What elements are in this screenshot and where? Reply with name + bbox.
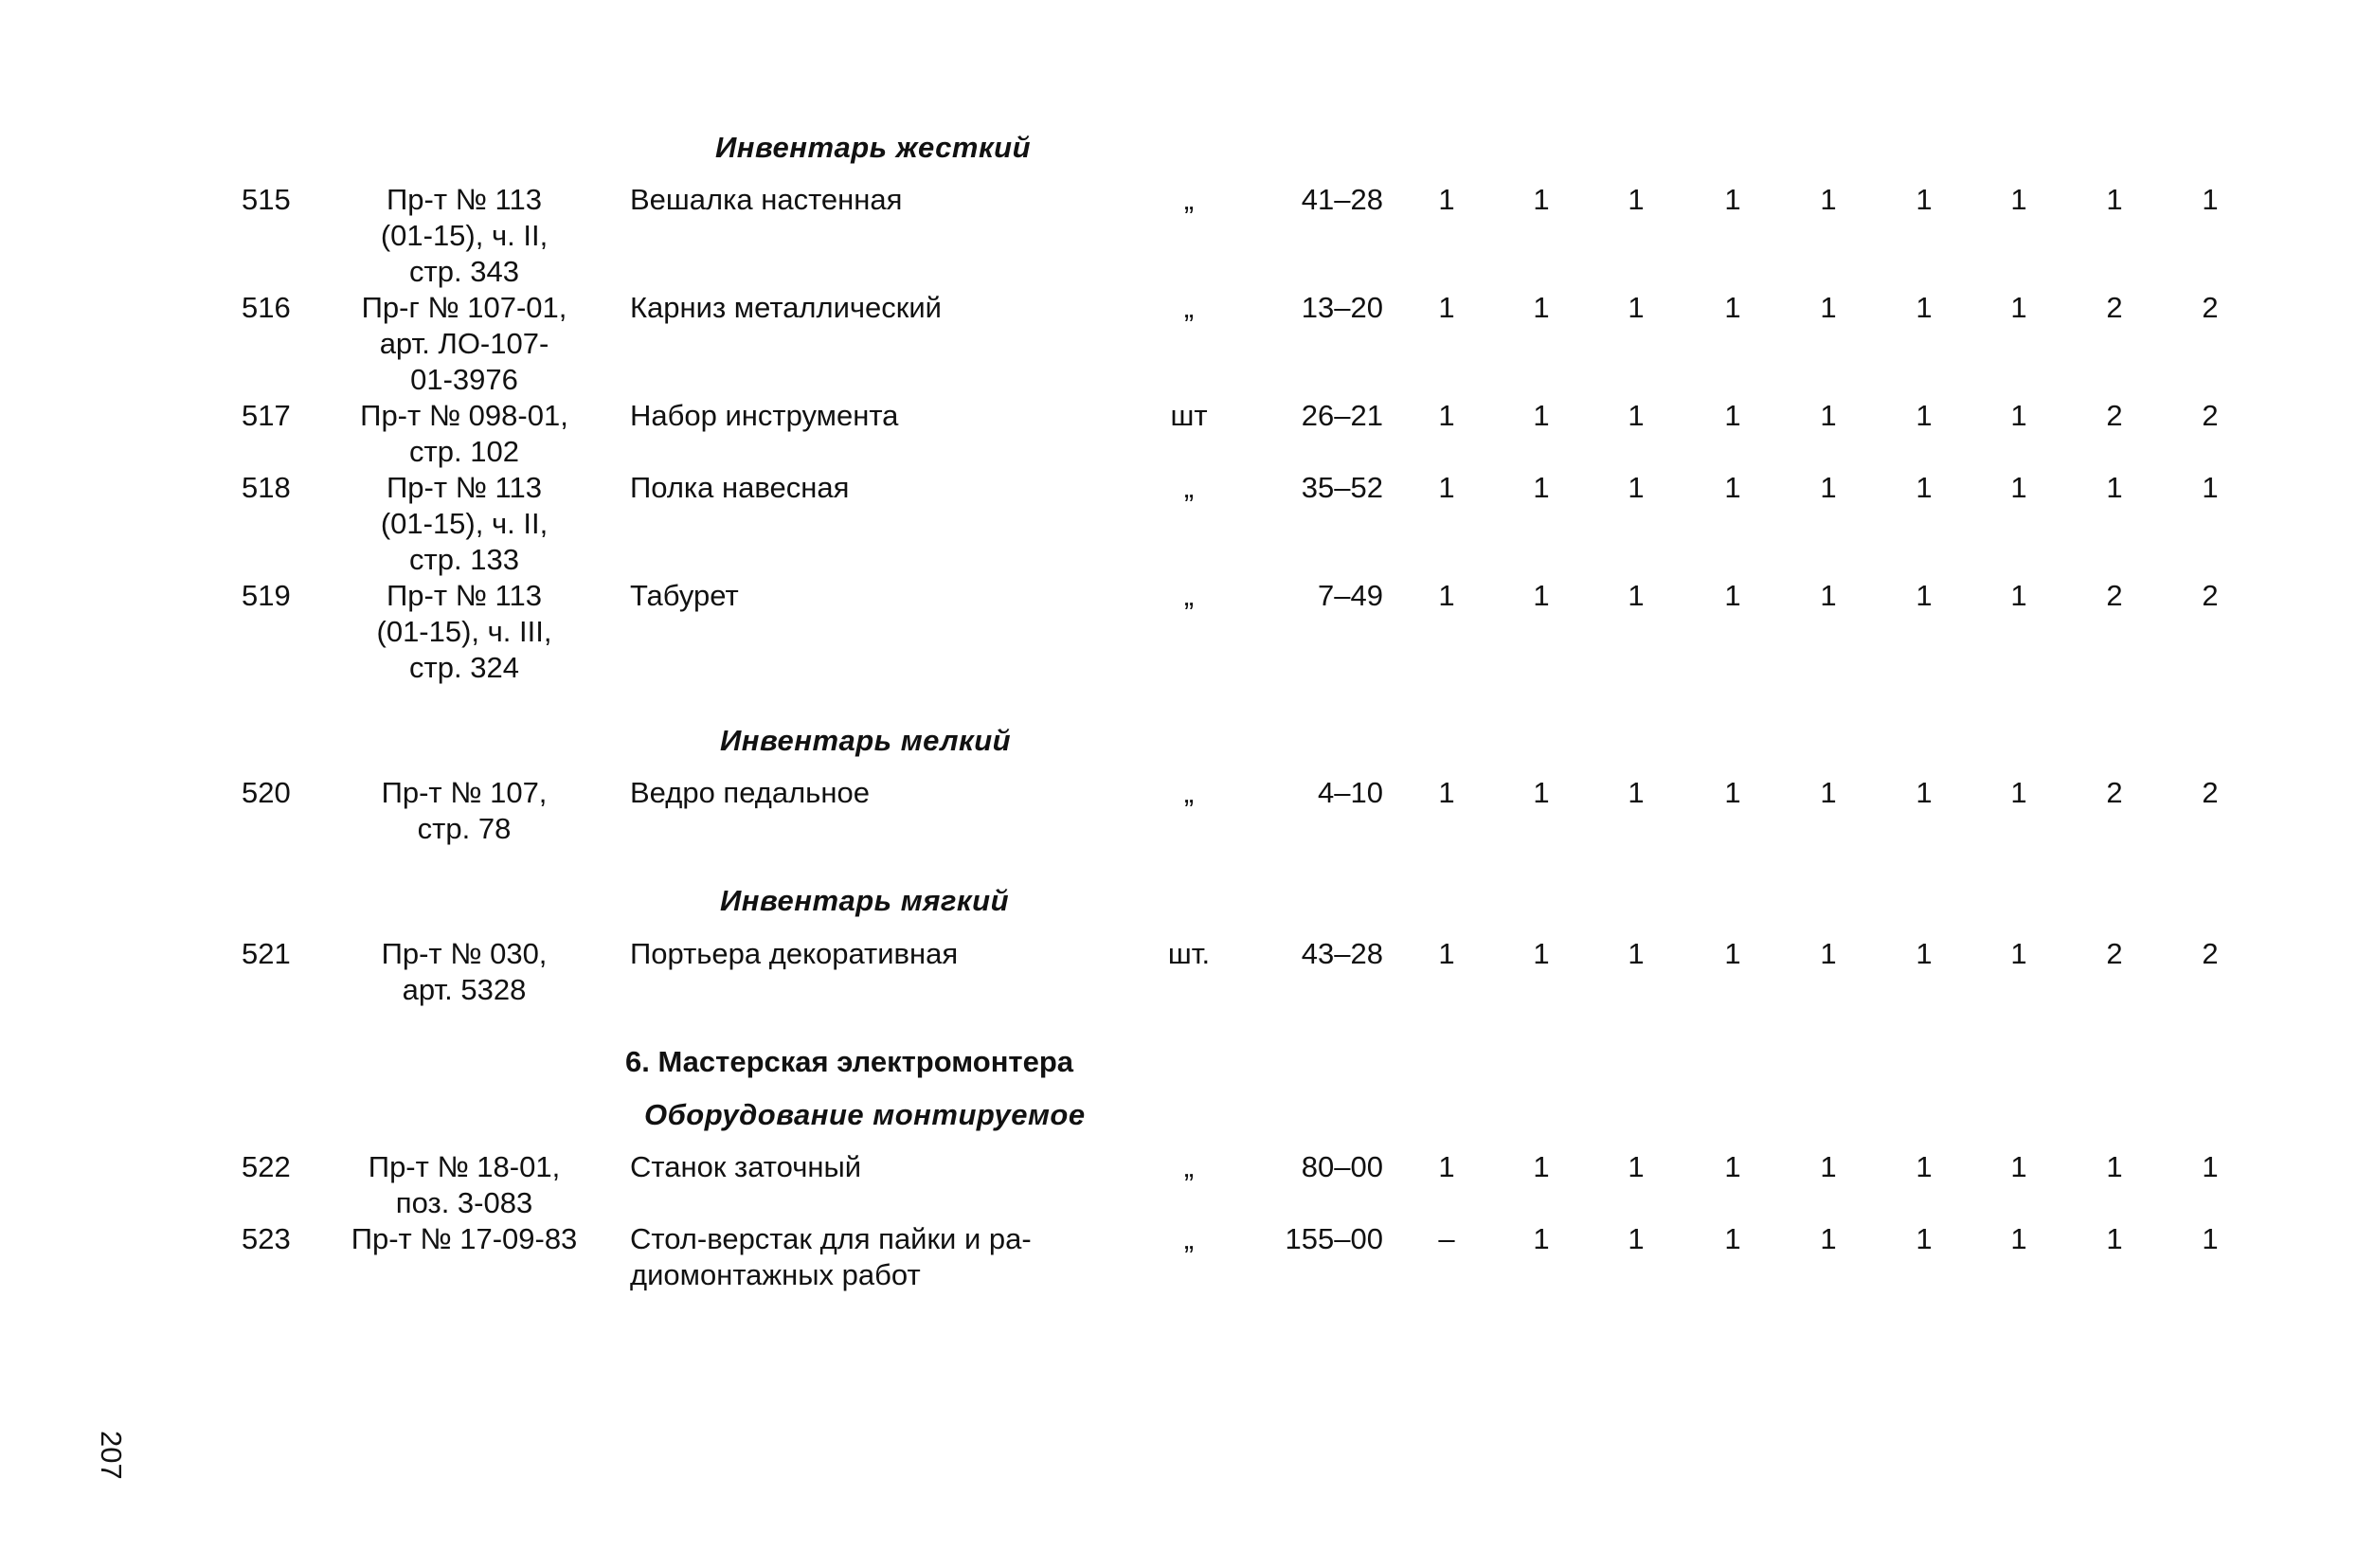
- row-qty: 1: [1533, 579, 1550, 612]
- row-qty: 2: [2202, 776, 2219, 809]
- row-unit: „: [1183, 1150, 1195, 1183]
- row-price: 43–28: [1301, 937, 1383, 970]
- row-qty: 1: [2106, 471, 2123, 504]
- row-unit: „: [1183, 776, 1195, 809]
- row-qty: 2: [2202, 291, 2219, 324]
- row-qty: 1: [1724, 1150, 1741, 1183]
- page-number: 207: [95, 1431, 128, 1480]
- row-qty: 1: [2010, 776, 2027, 809]
- row-item-name: Полка навесная: [630, 471, 850, 504]
- row-qty: 1: [2106, 1222, 2123, 1255]
- row-price: 4–10: [1318, 776, 1383, 809]
- row-qty: 2: [2202, 399, 2219, 432]
- row-qty: 1: [1724, 579, 1741, 612]
- row-unit: „: [1183, 183, 1195, 216]
- row-reference: Пр-т № 098-01, стр. 102: [360, 399, 568, 468]
- section-title-soft-inventory: Инвентарь мягкий: [720, 884, 1010, 917]
- row-qty: 1: [1820, 183, 1837, 216]
- row-qty: 1: [1533, 471, 1550, 504]
- row-qty: 1: [1724, 183, 1741, 216]
- row-qty: 1: [1916, 471, 1933, 504]
- row-qty: 2: [2106, 291, 2123, 324]
- row-qty: 1: [2106, 183, 2123, 216]
- row-number: 516: [242, 291, 291, 324]
- row-qty: 1: [2010, 471, 2027, 504]
- row-reference: Пр-г № 107-01, арт. ЛО-107- 01-3976: [361, 291, 567, 396]
- row-reference: Пр-т № 113 (01-15), ч. II, стр. 133: [380, 471, 549, 576]
- row-qty: 1: [1820, 291, 1837, 324]
- row-qty: 1: [1724, 471, 1741, 504]
- row-qty: 1: [1533, 183, 1550, 216]
- row-price: 26–21: [1301, 399, 1383, 432]
- row-qty: 1: [1628, 471, 1645, 504]
- row-qty: 1: [1724, 1222, 1741, 1255]
- row-qty: –: [1438, 1222, 1455, 1255]
- row-qty: 1: [1438, 937, 1455, 970]
- row-qty: 1: [1916, 776, 1933, 809]
- row-qty: 1: [1916, 579, 1933, 612]
- row-reference: Пр-т № 113 (01-15), ч. III, стр. 324: [376, 579, 552, 684]
- row-unit: „: [1183, 471, 1195, 504]
- row-qty: 1: [1916, 1222, 1933, 1255]
- row-unit: „: [1183, 291, 1195, 324]
- row-number: 523: [242, 1222, 291, 1255]
- row-number: 517: [242, 399, 291, 432]
- section-title-small-inventory: Инвентарь мелкий: [720, 724, 1012, 757]
- row-item-name: Стол-верстак для пайки и ра- диомонтажных работ: [630, 1222, 1032, 1291]
- row-number: 515: [242, 183, 291, 216]
- row-reference: Пр-т № 18-01, поз. 3-083: [368, 1150, 561, 1219]
- row-price: 7–49: [1318, 579, 1383, 612]
- row-qty: 1: [2010, 1222, 2027, 1255]
- row-qty: 1: [1820, 399, 1837, 432]
- chapter-title: 6. Мастерская электромонтера: [625, 1045, 1074, 1078]
- row-price: 13–20: [1301, 291, 1383, 324]
- row-qty: 1: [1628, 1222, 1645, 1255]
- row-price: 155–00: [1285, 1222, 1383, 1255]
- row-unit: шт.: [1167, 937, 1211, 970]
- row-qty: 1: [1533, 776, 1550, 809]
- row-qty: 1: [1533, 399, 1550, 432]
- row-qty: 1: [1916, 1150, 1933, 1183]
- row-qty: 1: [1820, 1150, 1837, 1183]
- row-qty: 1: [2010, 291, 2027, 324]
- row-item-name: Набор инструмента: [630, 399, 899, 432]
- row-qty: 1: [1438, 471, 1455, 504]
- row-qty: 1: [2202, 183, 2219, 216]
- row-qty: 1: [1820, 471, 1837, 504]
- row-qty: 1: [1724, 937, 1741, 970]
- row-qty: 1: [1438, 399, 1455, 432]
- row-qty: 1: [2106, 1150, 2123, 1183]
- row-item-name: Портьера декоративная: [630, 937, 959, 970]
- row-qty: 1: [1533, 291, 1550, 324]
- row-qty: 1: [1724, 291, 1741, 324]
- row-unit: шт: [1170, 399, 1208, 432]
- row-qty: 2: [2106, 579, 2123, 612]
- row-qty: 1: [1916, 183, 1933, 216]
- row-qty: 1: [1628, 579, 1645, 612]
- row-reference: Пр-т № 107, стр. 78: [381, 776, 548, 845]
- row-number: 521: [242, 937, 291, 970]
- row-qty: 1: [2010, 579, 2027, 612]
- row-qty: 1: [1916, 399, 1933, 432]
- row-reference: Пр-т № 113 (01-15), ч. II, стр. 343: [380, 183, 549, 288]
- row-unit: „: [1183, 579, 1195, 612]
- row-qty: 1: [1628, 1150, 1645, 1183]
- row-qty: 1: [1628, 183, 1645, 216]
- row-item-name: Карниз металлический: [630, 291, 942, 324]
- row-qty: 1: [2010, 937, 2027, 970]
- row-qty: 1: [2010, 183, 2027, 216]
- row-item-name: Ведро педальное: [630, 776, 870, 809]
- row-qty: 1: [1916, 937, 1933, 970]
- row-number: 520: [242, 776, 291, 809]
- row-number: 522: [242, 1150, 291, 1183]
- row-qty: 1: [1628, 776, 1645, 809]
- row-item-name: Вешалка настенная: [630, 183, 903, 216]
- row-number: 519: [242, 579, 291, 612]
- row-qty: 1: [2202, 471, 2219, 504]
- row-number: 518: [242, 471, 291, 504]
- row-qty: 2: [2202, 937, 2219, 970]
- row-qty: 1: [1724, 776, 1741, 809]
- row-unit: „: [1183, 1222, 1195, 1255]
- row-price: 35–52: [1301, 471, 1383, 504]
- row-qty: 1: [1820, 579, 1837, 612]
- row-qty: 1: [1533, 1222, 1550, 1255]
- row-qty: 1: [1438, 1150, 1455, 1183]
- row-qty: 1: [2010, 399, 2027, 432]
- row-qty: 1: [1820, 1222, 1837, 1255]
- row-price: 80–00: [1301, 1150, 1383, 1183]
- row-qty: 1: [1916, 291, 1933, 324]
- row-qty: 1: [1628, 291, 1645, 324]
- row-qty: 1: [2202, 1150, 2219, 1183]
- chapter-subtitle: Оборудование монтируемое: [644, 1098, 1086, 1131]
- row-reference: Пр-т № 030, арт. 5328: [381, 937, 548, 1006]
- row-qty: 1: [1438, 776, 1455, 809]
- row-qty: 1: [1438, 579, 1455, 612]
- row-qty: 1: [1724, 399, 1741, 432]
- row-price: 41–28: [1301, 183, 1383, 216]
- row-qty: 1: [1628, 937, 1645, 970]
- row-reference: Пр-т № 17-09-83: [351, 1222, 578, 1255]
- row-qty: 1: [1820, 937, 1837, 970]
- row-qty: 1: [1533, 1150, 1550, 1183]
- row-qty: 2: [2106, 776, 2123, 809]
- row-item-name: Станок заточный: [630, 1150, 862, 1183]
- row-qty: 2: [2202, 579, 2219, 612]
- row-qty: 2: [2106, 399, 2123, 432]
- row-qty: 1: [1628, 399, 1645, 432]
- row-item-name: Табурет: [630, 579, 739, 612]
- row-qty: 1: [1820, 776, 1837, 809]
- row-qty: 2: [2106, 937, 2123, 970]
- row-qty: 1: [1533, 937, 1550, 970]
- row-qty: 1: [2202, 1222, 2219, 1255]
- section-title-rigid-inventory: Инвентарь жесткий: [715, 131, 1032, 164]
- row-qty: 1: [1438, 291, 1455, 324]
- row-qty: 1: [2010, 1150, 2027, 1183]
- row-qty: 1: [1438, 183, 1455, 216]
